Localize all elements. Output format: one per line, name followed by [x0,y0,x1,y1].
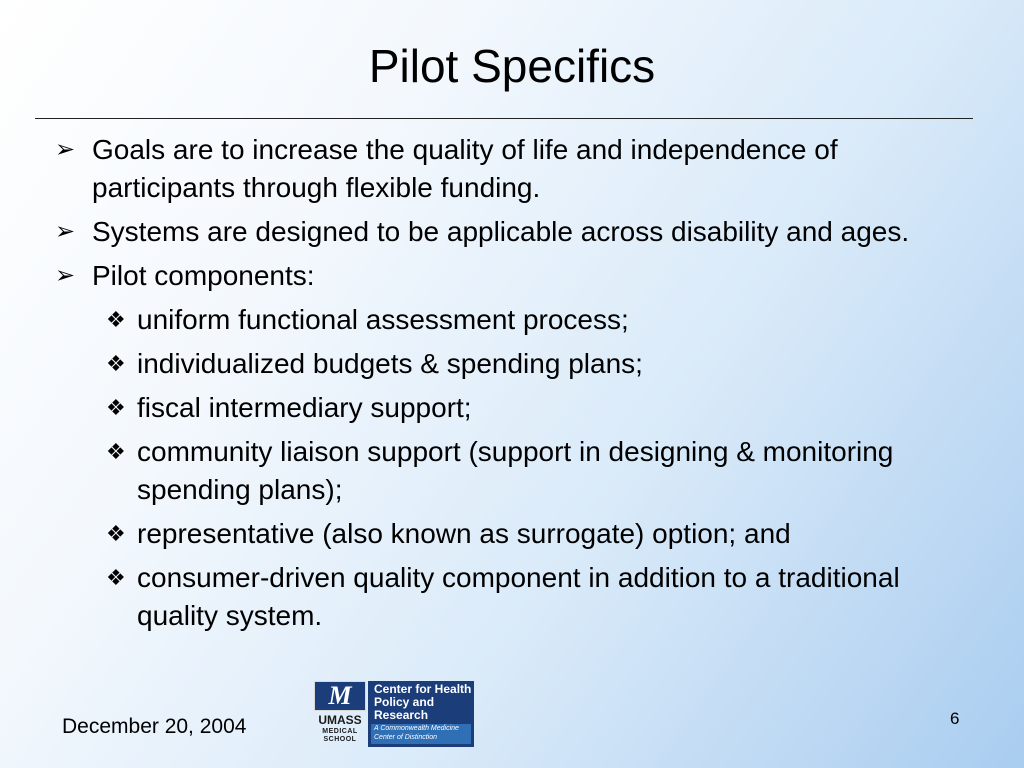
title-divider [35,118,973,119]
bullet-text: Goals are to increase the quality of life and independence of participants through flexible funding. [92,134,838,203]
umass-logo-mark-block [314,681,366,747]
slide-content [0,131,1024,641]
logo-school: MEDICAL SCHOOL [322,728,358,743]
slide-title: Pilot Specifics [368,40,656,92]
diamond-bullet-icon: ❖ [106,395,126,420]
sub-bullet-item [106,345,957,383]
sub-bullet-text: individualized budgets & spending plans; [137,348,643,379]
arrow-bullet-icon: ➢ [55,218,76,245]
logo-center-block [368,681,474,747]
footer-date: December 20, 2004 [62,715,247,738]
sub-bullet-text: fiscal intermediary support; [137,392,472,423]
umass-logo [314,681,474,747]
arrow-bullet-icon: ➢ [55,262,76,289]
diamond-bullet-icon: ❖ [106,521,126,546]
bullet-item [55,257,972,295]
logo-heading: Center for Health Policy and Research [374,682,472,722]
diamond-bullet-icon: ❖ [106,565,126,590]
umass-shield-icon: M [314,681,366,711]
bullet-item [55,213,972,251]
arrow-bullet-icon: ➢ [55,136,76,163]
diamond-bullet-icon: ❖ [106,351,126,376]
sub-bullet-text: community liaison support (support in designing & monitoring spending plans); [137,436,894,505]
sub-bullet-item [106,515,957,553]
sub-bullet-item [106,559,957,635]
sub-bullet-text: uniform functional assessment process; [137,304,629,335]
sub-bullet-text: representative (also known as surrogate) option; and [137,518,791,549]
page-number: 6 [950,709,960,728]
bullet-item [55,131,972,207]
logo-name: UMASS [318,713,362,727]
diamond-bullet-icon: ❖ [106,439,126,464]
sub-bullet-item [106,389,957,427]
bullet-text: Pilot components: [92,260,315,291]
diamond-bullet-icon: ❖ [106,307,126,332]
sub-bullet-item [106,433,957,509]
sub-bullet-item [106,301,957,339]
sub-bullet-text: consumer-driven quality component in addition to a traditional quality system. [137,562,900,631]
logo-tagline: A Commonwealth Medicine Center of Distinction [371,724,471,744]
bullet-text: Systems are designed to be applicable across disability and ages. [92,216,910,247]
